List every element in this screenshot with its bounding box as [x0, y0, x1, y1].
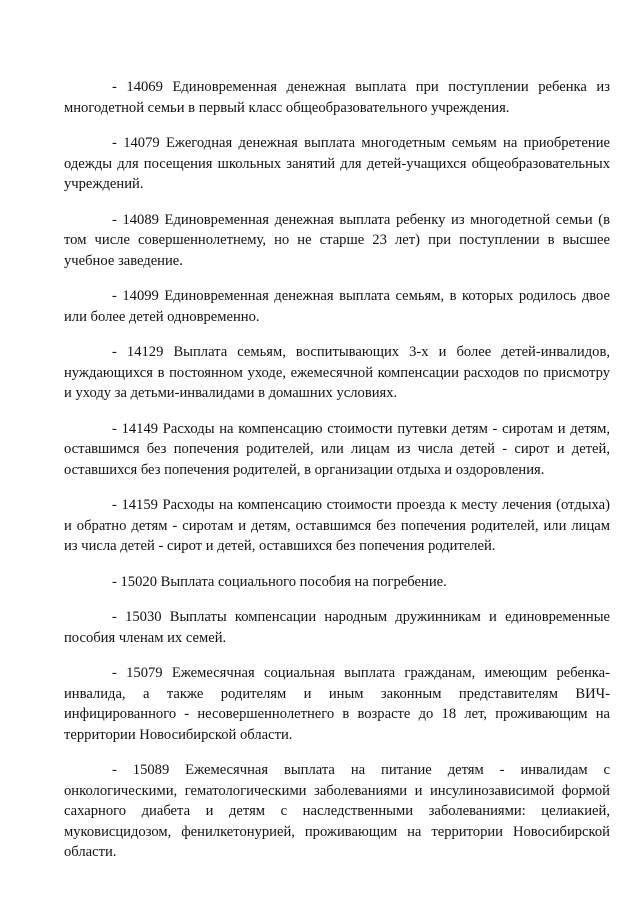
- paragraph-14089: - 14089 Единовременная денежная выплата ребенку из многодетной семьи (в том числе совершеннолетнему, но не старше 23 лет) при поступлении в высшее учебное заведение.: [64, 211, 610, 269]
- paragraph-15079: - 15079 Ежемесячная социальная выплата гражданам, имеющим ребенка-инвалида, а также родителям и иным законным представителям ВИЧ-инфицированного - несовершеннолетнего в возрасте до 18 лет, проживающим на территории Новосибирской области.: [64, 665, 610, 743]
- paragraph-15030: - 15030 Выплаты компенсации народным дружинникам и единовременные пособия членам их семей.: [64, 609, 610, 646]
- paragraph-14129: - 14129 Выплата семьям, воспитывающих 3-х и более детей-инвалидов, нуждающихся в постоянном уходе, ежемесячной компенсации расходов по присмотру и уходу за детьми-инвалидами в домашних условиях.: [64, 344, 610, 401]
- paragraph-14069: - 14069 Единовременная денежная выплата при поступлении ребенка из многодетной семьи в первый класс общеобразовательного учреждения.: [64, 79, 610, 116]
- paragraph-15020: - 15020 Выплата социального пособия на погребение.: [112, 573, 447, 590]
- paragraph-14099: - 14099 Единовременная денежная выплата семьям, в которых родилось двое или более детей одновременно.: [64, 288, 610, 325]
- paragraph-14079: - 14079 Ежегодная денежная выплата многодетным семьям на приобретение одежды для посещения школьных занятий для детей-учащихся общеобразовательных учреждений.: [64, 135, 610, 192]
- paragraph-15089: - 15089 Ежемесячная выплата на питание детям - инвалидам с онкологическими, гематологическими заболеваниями и инсулинозависимой формой сахарного диабета и детям с наследственными заболеваниями: целиакией, муковисцидозом, фенилкетонурией, проживающим на территории Новосибирской области.: [64, 762, 610, 860]
- paragraph-14159: - 14159 Расходы на компенсацию стоимости проезда к месту лечения (отдыха) и обратно детям - сиротам и детям, оставшимся без попечения родителей, или лицам из числа детей - сирот и детей, оставшихся без попечения родителей.: [64, 497, 610, 554]
- document-body: [64, 77, 610, 878]
- paragraph-14149: - 14149 Расходы на компенсацию стоимости путевки детям - сиротам и детям, оставшимся без попечения родителей, или лицам из числа детей - сирот и детей, оставшихся без попечения родителей, в организации отдыха и оздоровления.: [64, 420, 610, 478]
